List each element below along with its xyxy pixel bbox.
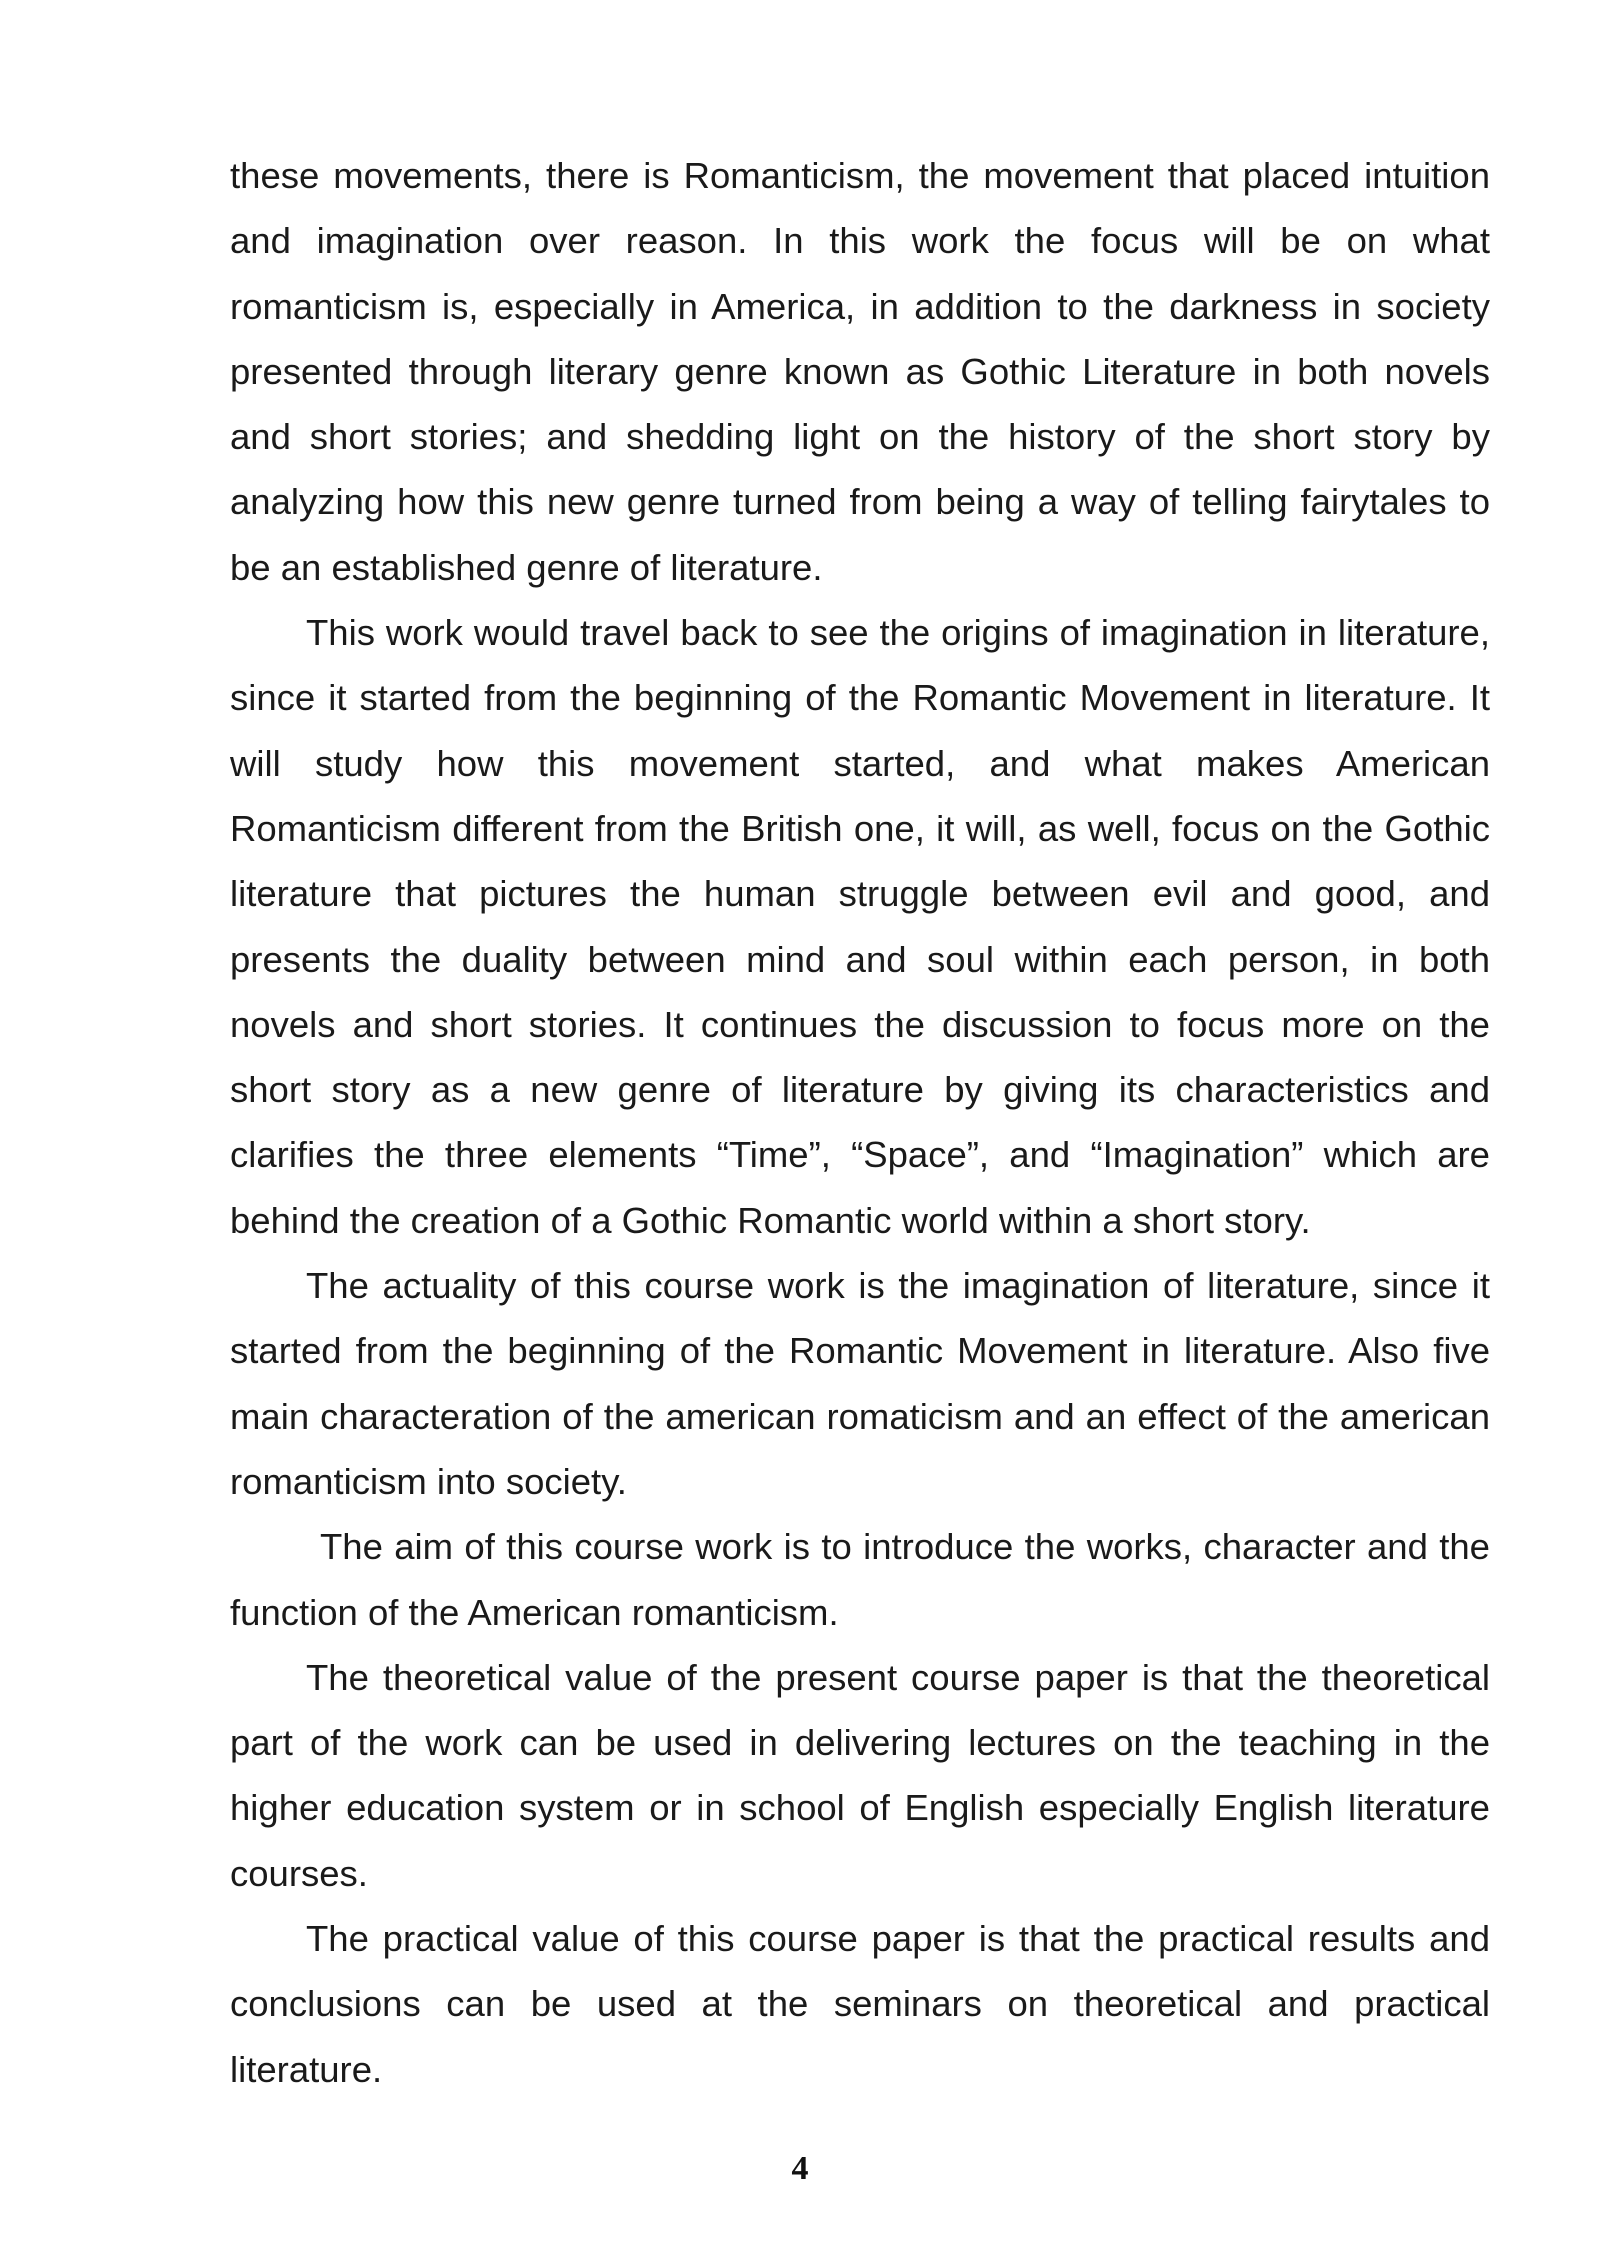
document-body: [230, 143, 1490, 2102]
paragraph-work-overview: This work would travel back to see the origins of imagination in literature, since it started from the beginning of the Romantic Movement in literature. It will study how this movement started, and what makes American Romanticism different from the British one, it will, as well, focus on the Gothic literature that pictures the human struggle between evil and good, and presents the duality between mind and soul within each person, in both novels and short stories. It continues the discussion to focus more on the short story as a new genre of literature by giving its characteristics and clarifies the three elements “Time”, “Space”, and “Imagination” which are behind the creation of a Gothic Romantic world within a short story.: [230, 612, 1490, 1241]
paragraph-theoretical-value: The theoretical value of the present course paper is that the theoretical part of the work can be used in delivering lectures on the teaching in the higher education system or in school of English especially English literature courses.: [230, 1656, 1490, 1894]
paragraph-intro-continuation: these movements, there is Romanticism, the movement that placed intuition and imagination over reason. In this work the focus will be on what romanticism is, especially in America, in addition to the darkness in society presented through literary genre known as Gothic Literature in both novels and short stories; and shedding light on the history of the short story by analyzing how this new genre turned from being a way of telling fairytales to be an established genre of literature.: [230, 155, 1490, 588]
paragraph-actuality: The actuality of this course work is the imagination of literature, since it started from the beginning of the Romantic Movement in literature. Also five main characteration of the american romaticism and an effect of the american romanticism into society.: [230, 1265, 1490, 1502]
paragraph-aim: The aim of this course work is to introduce the works, character and the function of the American romanticism.: [230, 1526, 1490, 1633]
paragraph-practical-value: The practical value of this course paper is that the practical results and conclusions can be used at the seminars on theoretical and practical literature.: [230, 1918, 1490, 2090]
page-number: 4: [791, 2150, 809, 2187]
